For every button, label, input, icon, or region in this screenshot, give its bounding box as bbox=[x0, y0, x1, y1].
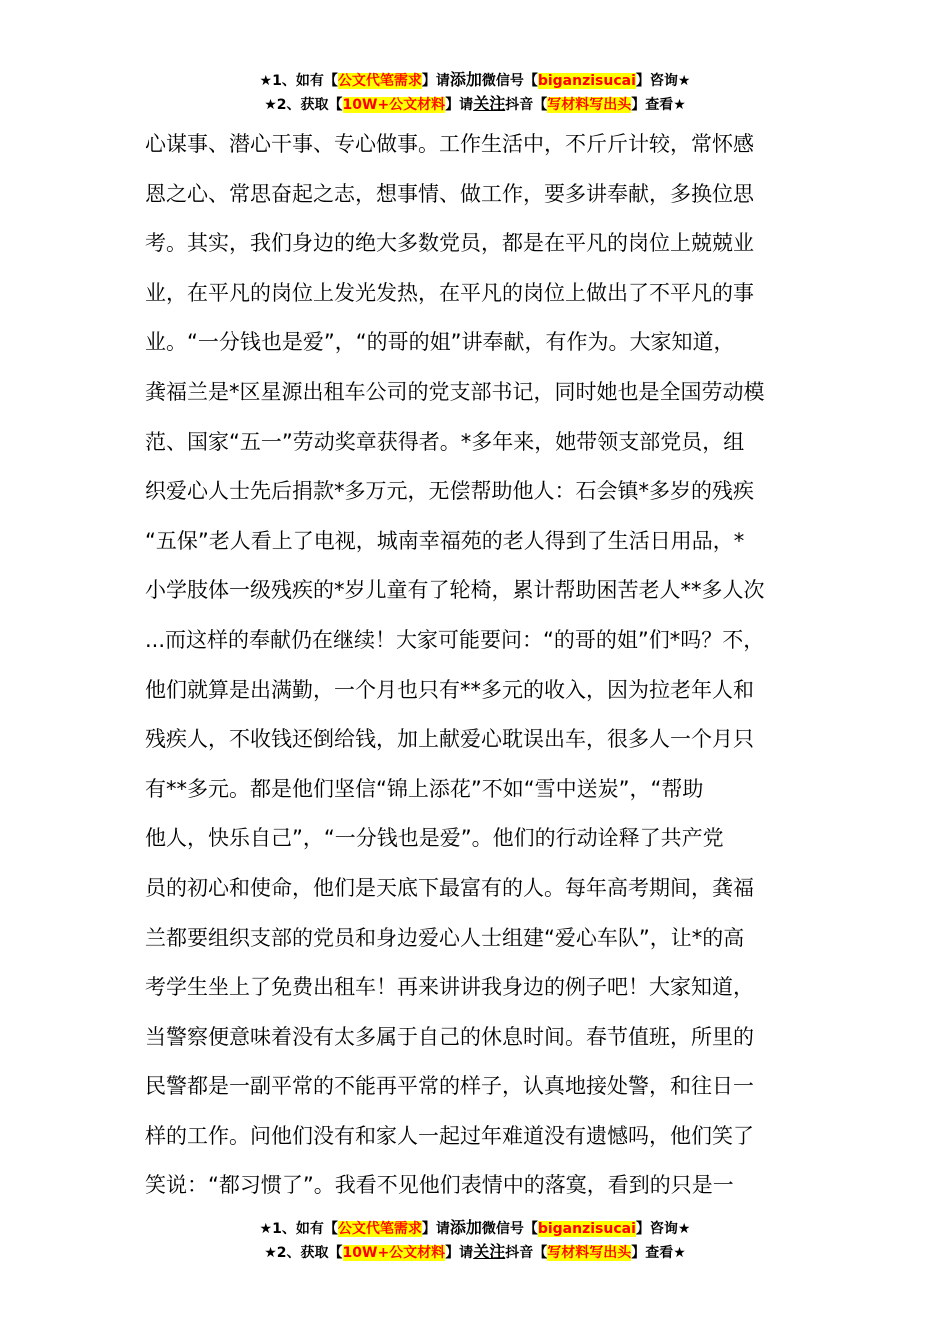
body-line: 业，在平凡的岗位上发光发热，在平凡的岗位上做出了不平凡的事 bbox=[145, 280, 754, 305]
document-body bbox=[145, 120, 825, 1211]
footer-line-1 bbox=[0, 1216, 950, 1240]
header-line-2-highlight-douyin: 写材料写出头 bbox=[547, 97, 632, 113]
body-line: 他人，快乐自己”，“一分钱也是爱”。他们的行动诠释了共产党 bbox=[145, 826, 724, 851]
footer-line-2-highlight-douyin: 写材料写出头 bbox=[547, 1245, 632, 1261]
footer-line-2-mid2: 抖音【 bbox=[505, 1245, 548, 1261]
header-line-2-emphasis: 关注 bbox=[473, 94, 506, 113]
header-line-1 bbox=[0, 68, 950, 92]
header-line-1-emphasis: 添加 bbox=[449, 70, 482, 89]
footer-line-2 bbox=[0, 1240, 950, 1264]
header-line-1-highlight-wechat: biganzisucai bbox=[537, 73, 636, 89]
body-line: 笑说：“都习惯了”。我看不见他们表情中的落寞，看到的只是一 bbox=[145, 1173, 734, 1198]
body-line: 样的工作。问他们没有和家人一起过年难道没有遗憾吗，他们笑了 bbox=[145, 1123, 754, 1148]
body-line: 残疾人，不收钱还倒给钱，加上献爱心耽误出车，很多人一个月只 bbox=[145, 727, 754, 752]
header-line-1-highlight-service: 公文代笔需求 bbox=[337, 73, 422, 89]
header-line-2-highlight-materials: 10W+公文材料 bbox=[342, 97, 446, 113]
body-line: 龚福兰是*区星源出租车公司的党支部书记，同时她也是全国劳动模 bbox=[145, 379, 765, 404]
footer-line-1-prefix: ★1、如有【 bbox=[259, 1221, 338, 1237]
header-line-1-mid: 】请 bbox=[421, 73, 450, 89]
header-line-2-mid2: 抖音【 bbox=[505, 97, 548, 113]
body-line: 范、国家“五一”劳动奖章获得者。*多年来，她带领支部党员，组 bbox=[145, 429, 745, 454]
body-line: 员的初心和使命，他们是天底下最富有的人。每年高考期间，龚福 bbox=[145, 875, 754, 900]
footer-line-2-emphasis: 关注 bbox=[473, 1242, 506, 1261]
header-line-1-mid2: 微信号【 bbox=[481, 73, 538, 89]
footer-line-2-suffix: 】查看★ bbox=[631, 1245, 686, 1261]
footer-line-2-prefix: ★2、获取【 bbox=[264, 1245, 343, 1261]
body-line: 他们就算是出满勤，一个月也只有**多元的收入，因为拉老年人和 bbox=[145, 677, 754, 702]
body-line: 业。“一分钱也是爱”，“的哥的姐”讲奉献，有作为。大家知道， bbox=[145, 330, 735, 355]
body-line: 恩之心、常思奋起之志，想事情、做工作，要多讲奉献，多换位思 bbox=[145, 181, 754, 206]
footer-banner bbox=[0, 1216, 950, 1264]
body-line: 小学肢体一级残疾的*岁儿童有了轮椅，累计帮助困苦老人**多人次 bbox=[145, 578, 765, 603]
body-line: “五保”老人看上了电视，城南幸福苑的老人得到了生活日用品，* bbox=[145, 528, 745, 553]
header-banner bbox=[0, 68, 950, 116]
header-line-1-prefix: ★1、如有【 bbox=[259, 73, 338, 89]
header-line-2-suffix: 】查看★ bbox=[631, 97, 686, 113]
body-line: 有**多元。都是他们坚信“锦上添花”不如“雪中送炭”，“帮助 bbox=[145, 776, 704, 801]
footer-line-1-emphasis: 添加 bbox=[449, 1218, 482, 1237]
footer-line-2-highlight-materials: 10W+公文材料 bbox=[342, 1245, 446, 1261]
header-line-2-prefix: ★2、获取【 bbox=[264, 97, 343, 113]
footer-line-1-mid: 】请 bbox=[421, 1221, 450, 1237]
body-line: 当警察便意味着没有太多属于自己的休息时间。春节值班，所里的 bbox=[145, 1024, 754, 1049]
body-line: 考学生坐上了免费出租车！再来讲讲我身边的例子吧！大家知道， bbox=[145, 975, 754, 1000]
header-line-2 bbox=[0, 92, 950, 116]
footer-line-2-mid: 】请 bbox=[445, 1245, 474, 1261]
header-line-2-mid: 】请 bbox=[445, 97, 474, 113]
footer-line-1-highlight-service: 公文代笔需求 bbox=[337, 1221, 422, 1237]
body-line: 兰都要组织支部的党员和身边爱心人士组建“爱心车队”，让*的高 bbox=[145, 925, 745, 950]
footer-line-1-mid2: 微信号【 bbox=[481, 1221, 538, 1237]
header-line-1-suffix: 】咨询★ bbox=[635, 73, 691, 89]
body-line: 织爱心人士先后捐款*多万元，无偿帮助他人：石会镇*多岁的残疾 bbox=[145, 479, 754, 504]
body-line: 考。其实，我们身边的绝大多数党员，都是在平凡的岗位上兢兢业 bbox=[145, 231, 754, 256]
footer-line-1-suffix: 】咨询★ bbox=[635, 1221, 691, 1237]
footer-line-1-highlight-wechat: biganzisucai bbox=[537, 1221, 636, 1237]
body-line: ...而这样的奉献仍在继续！大家可能要问：“的哥的姐”们*吗？不， bbox=[145, 627, 765, 652]
body-line: 心谋事、潜心干事、专心做事。工作生活中，不斤斤计较，常怀感 bbox=[145, 132, 754, 156]
body-line: 民警都是一副平常的不能再平常的样子，认真地接处警，和往日一 bbox=[145, 1074, 754, 1099]
